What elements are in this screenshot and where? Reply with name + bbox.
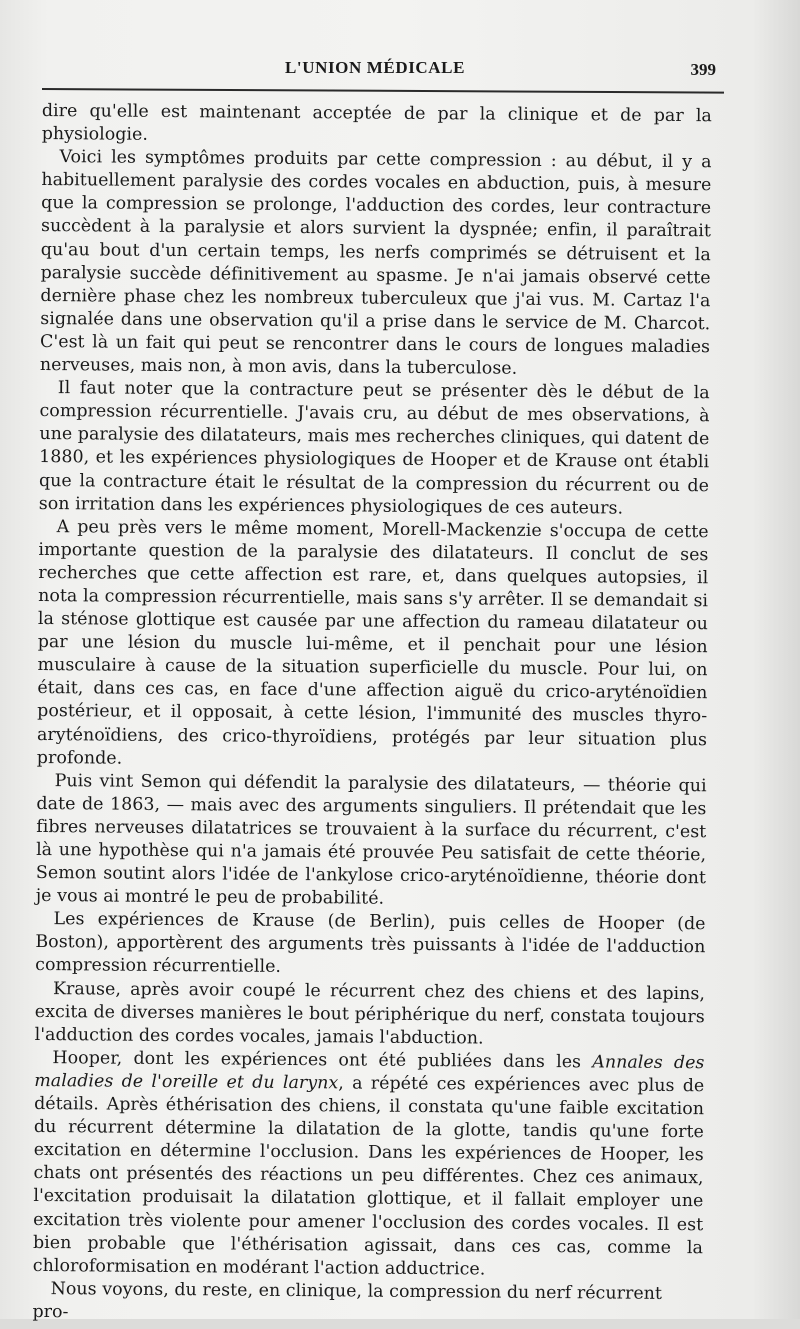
paragraph-text: , a répété ces expériences avec plus de détails. Après éthérisation des chiens, il constata qu'une faible excitation du récurrent détermine la dilatation de la glotte, tandis qu'une forte excitation en détermine l'occlusion. Dans les expériences de Hooper, les chats ont présentés des réactions un peu différentes. Chez ces animaux, l'excitation produisait la dilatation glottique, et il fallait employer une excitation très violente pour amener l'occlusion des cordes vocales. Il est bien probable que l'éthérisation agissait, dans ces cas, comme la chloroformisation en modérant l'action adductrice. — [32, 1073, 705, 1280]
paragraph: Krause, après avoir coupé le récurrent chez des chiens et des lapins, excita de diverses manières le bout périphérique du nerf, constata toujours l'adduction des cordes vocales, jamais l'abduction. — [34, 978, 706, 1049]
paragraph: Nous voyons, du reste, en clinique, la compression du nerf récurrent pro- — [32, 1278, 663, 1323]
paragraph: dire qu'elle est maintenant acceptée de par la clinique et de par la physiologie. — [41, 100, 712, 145]
paragraph — [33, 1047, 705, 1283]
body-text — [32, 100, 712, 1329]
journal-title: L'UNION MÉDICALE — [284, 58, 466, 77]
paragraph: Les expériences de Krause (de Berlin), puis celles de Hooper (de Boston), apportèrent des arguments très puissants à l'idée de l'adduction compression récurrentielle. — [35, 909, 706, 978]
running-header — [40, 50, 716, 90]
journal-citation: Annales des maladies de l'oreille et du larynx — [34, 1052, 705, 1094]
paragraph: Voici les symptômes produits par cette compression : au début, il y a habituellement paralysie des cordes vocales en abduction, puis, à mesure que la compression se prolonge, l'adduction des cordes, leur contracture succèdent à la paralysie et alors survient la dyspnée; enfin, il paraîtrait qu'au bout d'un certain temps, les nerfs comprimés se détruisent et la paralysie succède définitivement au spasme. Je n'ai jamais observé cette dernière phase chez les nombreux tuberculeux que j'ai vus. M. Cartaz l'a signalée dans une observation qu'il a prise dans le service de M. Charcot. C'est là un fait qui peut se rencontrer dans le cours de longues maladies nerveuses, mais non, à mon avis, dans la tuberculose. — [39, 147, 712, 379]
paragraph-text: Hooper, dont les expériences ont été publiées dans les — [52, 1047, 593, 1073]
paragraph: A peu près vers le même moment, Morell-Mackenzie s'occupa de cette importante question de la paralysie des dilatateurs. Il conclut de ses recherches que cette affection est rare, et, dans quelques autopsies, il nota la compression récurrentielle, mais sans s'y arrêter. Il se demandait si la sténose glottique est causée par une affection du rameau dilatateur ou par une lésion du muscle lui-même, et il penchait pour une lésion musculaire à cause de la situation superficielle du muscle. Pour lui, on était, dans ces cas, en face d'une affection aiguë du crico-aryténoïdien postérieur, et il opposait, à cette lésion, l'immunité des muscles thyro-aryténoïdiens, des crico-thyroïdiens, protégés par leur situation plus profonde. — [36, 516, 709, 769]
page-number: 399 — [690, 60, 716, 79]
paragraph: Il faut noter que la contracture peut se présenter dès le début de la compression récurrentielle. J'avais cru, au début de mes observations, à une paralysie des dilatateurs, mais mes recherches cliniques, qui datent de 1880, et les expériences physiologiques de Hooper et de Krause ont établi que la contracture était le résultat de la compression du récurrent ou de son irritation dans les expériences physiologiques de ces auteurs. — [38, 378, 710, 519]
paragraph: Puis vint Semon qui défendit la paralysie des dilatateurs, — théorie qui date de 1863, — mais avec des arguments singuliers. Il prétendait que les fibres nerveuses dilatatrices se trouvaient à la surface du récurrent, c'est là une hypothèse qui n'a jamais été prouvée Peu satisfait de cette théorie, Semon soutint alors l'idée de l'ankylose crico-aryténoïdienne, théorie dont je vous ai montré le peu de probabilité. — [35, 770, 707, 909]
